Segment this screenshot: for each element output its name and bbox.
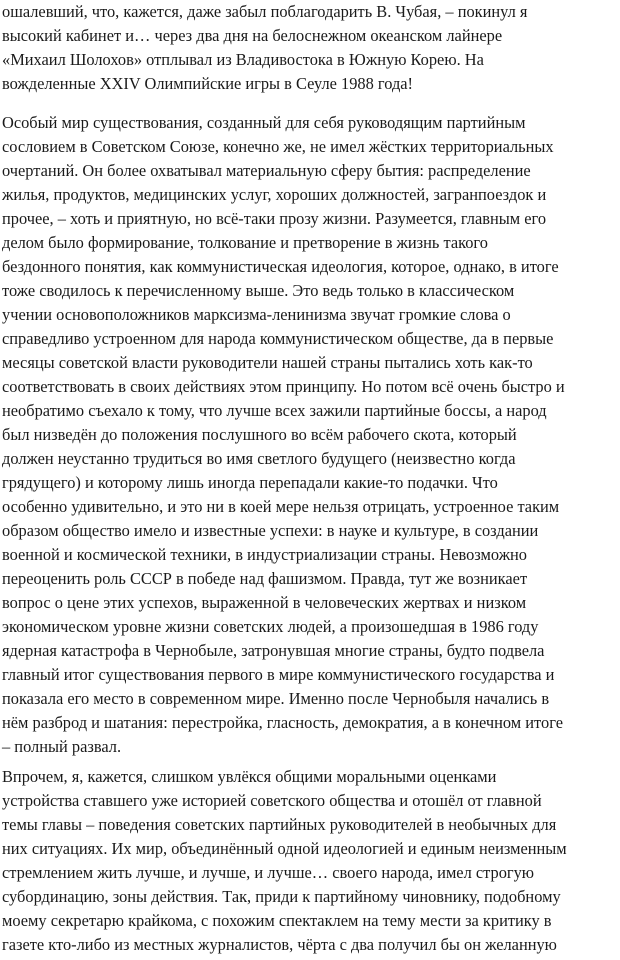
text-line: был низведён до положения послушного во всём рабочего скота, который bbox=[2, 425, 517, 444]
text-line: «Михаил Шолохов» отплывал из Владивостока в Южную Корею. На bbox=[2, 50, 484, 69]
text-line: стремлением жить лучше, и лучше, и лучше… своего народа, имел строгую bbox=[2, 863, 535, 882]
text-line: особенно удивительно, и это ни в коей мере нельзя отрицать, устроенное таким bbox=[2, 497, 560, 516]
text-line: военной и космической техники, в индустриализации страны. Невозможно bbox=[2, 545, 527, 564]
text-line: Впрочем, я, кажется, слишком увлёкся общими моральными оценками bbox=[2, 767, 497, 786]
text-line: соответствовать в своих действиях этом принципу. Но потом всё очень быстро и bbox=[2, 377, 565, 396]
text-line: – полный развал. bbox=[2, 737, 122, 756]
text-line: справедливо устроенном для народа коммунистическом обществе, да в первые bbox=[2, 329, 554, 348]
text-line: вопрос о цене этих успехов, выраженной в человеческих жертвах и низком bbox=[2, 593, 527, 612]
paragraph-3 bbox=[2, 765, 567, 957]
text-line: делом было формирование, толкование и претворение в жизнь такого bbox=[2, 233, 488, 252]
text-line: очертаний. Он более охватывал материальную сферу бытия: распределение bbox=[2, 161, 531, 180]
text-line: них ситуациях. Их мир, объединённый одной идеологией и единым неизменным bbox=[2, 839, 567, 858]
text-line: ошалевший, что, кажется, даже забыл поблагодарить В. Чубая, – покинул я bbox=[2, 2, 528, 21]
paragraph-2 bbox=[2, 111, 565, 759]
text-line: бездонного понятия, как коммунистическая идеология, которое, однако, в итоге bbox=[2, 257, 559, 276]
text-line: должен неустанно трудиться во имя светлого будущего (неизвестно когда bbox=[2, 449, 516, 468]
text-line: прочее, – хоть и приятную, но всё-таки прозу жизни. Разумеется, главным его bbox=[2, 209, 547, 228]
text-line: моему секретарю крайкома, с похожим спектаклем на тему мести за критику в bbox=[2, 911, 552, 930]
text-line: переоценить роль СССР в победе над фашизмом. Правда, тут же возникает bbox=[2, 569, 528, 588]
text-line: показала его место в современном мире. Именно после Чернобыля начались в bbox=[2, 689, 550, 708]
text-line: субординацию, зоны действия. Так, приди к партийному чиновнику, подобному bbox=[2, 887, 561, 906]
text-line: тоже сводилось к перечисленному выше. Это ведь только в классическом bbox=[2, 281, 515, 300]
text-line: нём разброд и шатания: перестройка, гласность, демократия, а в конечном итоге bbox=[2, 713, 563, 732]
text-line: вожделенные XXIV Олимпийские игры в Сеуле 1988 года! bbox=[2, 74, 414, 93]
text-line: высокий кабинет и… через два дня на белоснежном океанском лайнере bbox=[2, 26, 503, 45]
paragraph-1 bbox=[2, 0, 527, 96]
text-line: необратимо съехало к тому, что лучше всех зажили партийные боссы, а народ bbox=[2, 401, 547, 420]
text-line: главный итог существования первого в мире коммунистического государства и bbox=[2, 665, 555, 684]
text-line: жилья, продуктов, медицинских услуг, хороших должностей, загранпоездок и bbox=[2, 185, 547, 204]
text-line: сословием в Советском Союзе, конечно же, не имел жёстких территориальных bbox=[2, 137, 554, 156]
text-line: темы главы – поведения советских партийных руководителей в необычных для bbox=[2, 815, 557, 834]
text-line: газете кто-либо из местных журналистов, чёрта с два получил бы он желанную bbox=[2, 935, 557, 954]
text-line: Особый мир существования, созданный для себя руководящим партийным bbox=[2, 113, 526, 132]
text-line: устройства ставшего уже историей советского общества и отошёл от главной bbox=[2, 791, 542, 810]
text-line: ядерная катастрофа в Чернобыле, затронувшая многие страны, будто подвела bbox=[2, 641, 545, 660]
text-line: учении основоположников марксизма-ленинизма звучат громкие слова о bbox=[2, 305, 511, 324]
text-line: образом общество имело и известные успехи: в науке и культуре, в создании bbox=[2, 521, 539, 540]
text-line: экономическом уровне жизни советских людей, а произошедшая в 1986 году bbox=[2, 617, 539, 636]
text-line: месяцы советской власти руководители нашей страны пытались хоть как-то bbox=[2, 353, 533, 372]
text-line: грядущего) и которому лишь иногда перепадали какие-то подачки. Что bbox=[2, 473, 498, 492]
